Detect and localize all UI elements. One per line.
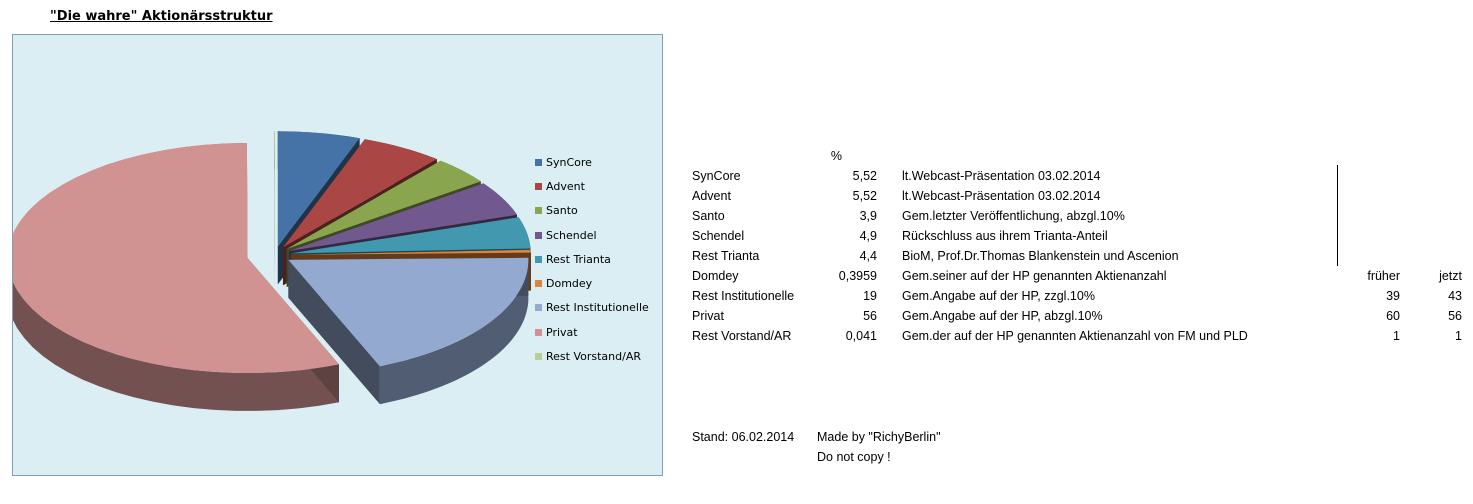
row-note: Gem.der auf der HP genannten Aktienanzahl von FM und PLD (902, 329, 1248, 343)
legend-swatch (535, 329, 542, 336)
legend-item (535, 247, 660, 271)
legend-label: Schendel (546, 228, 597, 242)
row-jetzt: 56 (1448, 309, 1462, 323)
row-name: Rest Vorstand/AR (692, 329, 792, 343)
legend-label: SynCore (546, 155, 592, 169)
row-percent: 4,4 (859, 249, 877, 263)
legend-label: Advent (546, 179, 585, 193)
row-name: Rest Institutionelle (692, 289, 795, 303)
row-percent: 5,52 (852, 169, 877, 183)
table-row (692, 229, 1472, 249)
row-note: Gem.Angabe auf der HP, zzgl.10% (902, 289, 1095, 303)
legend-swatch (535, 280, 542, 287)
row-percent: 3,9 (859, 209, 877, 223)
table-row (692, 189, 1472, 209)
legend-item (535, 199, 660, 223)
row-name: SynCore (692, 169, 741, 183)
row-percent: 4,9 (859, 229, 877, 243)
jetzt-header: jetzt (1439, 269, 1462, 283)
chart-legend (535, 150, 660, 369)
row-note: Gem.seiner auf der HP genannten Aktienanzahl (902, 269, 1167, 283)
percent-header: % (830, 149, 842, 163)
row-name: Privat (692, 309, 724, 323)
legend-label: Domdey (546, 277, 593, 291)
row-frueher: 1 (1393, 329, 1400, 343)
row-percent: 0,041 (845, 329, 877, 343)
table-row (692, 209, 1472, 229)
legend-swatch (535, 207, 542, 214)
copy-note: Do not copy ! (817, 450, 891, 464)
row-percent: 5,52 (852, 189, 877, 203)
legend-label: Privat (546, 325, 578, 339)
legend-item (535, 150, 660, 174)
table-row (692, 269, 1472, 289)
stand-date: Stand: 06.02.2014 (692, 430, 795, 444)
legend-label: Rest Institutionelle (546, 301, 649, 315)
legend-label: Rest Vorstand/AR (546, 350, 641, 364)
table-row (692, 309, 1472, 329)
legend-swatch (535, 159, 542, 166)
legend-label: Rest Trianta (546, 252, 611, 266)
row-percent: 19 (863, 289, 877, 303)
row-name: Advent (692, 189, 731, 203)
table-header (692, 149, 1472, 169)
made-by-note: Made by "RichyBerlin" (817, 430, 941, 444)
legend-item (535, 174, 660, 198)
row-note: Gem.letzter Veröffentlichung, abzgl.10% (902, 209, 1125, 223)
row-name: Domdey (692, 269, 739, 283)
legend-swatch (535, 256, 542, 263)
row-name: Santo (692, 209, 725, 223)
vertical-divider (1337, 165, 1338, 266)
legend-label: Santo (546, 204, 578, 218)
table-row (692, 169, 1472, 189)
table-row (692, 289, 1472, 309)
row-frueher: 60 (1386, 309, 1400, 323)
pie-slice-rest-vorstand-ar (274, 131, 275, 284)
table-row (692, 329, 1472, 349)
row-frueher: 39 (1386, 289, 1400, 303)
row-jetzt: 1 (1455, 329, 1462, 343)
row-note: Rückschluss aus ihrem Trianta-Anteil (902, 229, 1108, 243)
row-percent: 56 (863, 309, 877, 323)
legend-swatch (535, 232, 542, 239)
legend-item (535, 296, 660, 320)
legend-item (535, 223, 660, 247)
row-percent: 0,3959 (838, 269, 877, 283)
chart-area (12, 34, 663, 476)
legend-swatch (535, 353, 542, 360)
page-title: "Die wahre" Aktionärsstruktur (50, 9, 273, 24)
legend-item (535, 271, 660, 295)
row-note: BioM, Prof.Dr.Thomas Blankenstein und Ascenion (902, 249, 1179, 263)
row-note: lt.Webcast-Präsentation 03.02.2014 (902, 189, 1101, 203)
row-name: Schendel (692, 229, 745, 243)
legend-item (535, 320, 660, 344)
table-row (692, 249, 1472, 269)
legend-item (535, 344, 660, 368)
row-note: Gem.Angabe auf der HP, abzgl.10% (902, 309, 1103, 323)
row-jetzt: 43 (1448, 289, 1462, 303)
frueher-header: früher (1367, 269, 1400, 283)
legend-swatch (535, 304, 542, 311)
legend-swatch (535, 183, 542, 190)
row-name: Rest Trianta (692, 249, 760, 263)
row-note: lt.Webcast-Präsentation 03.02.2014 (902, 169, 1101, 183)
